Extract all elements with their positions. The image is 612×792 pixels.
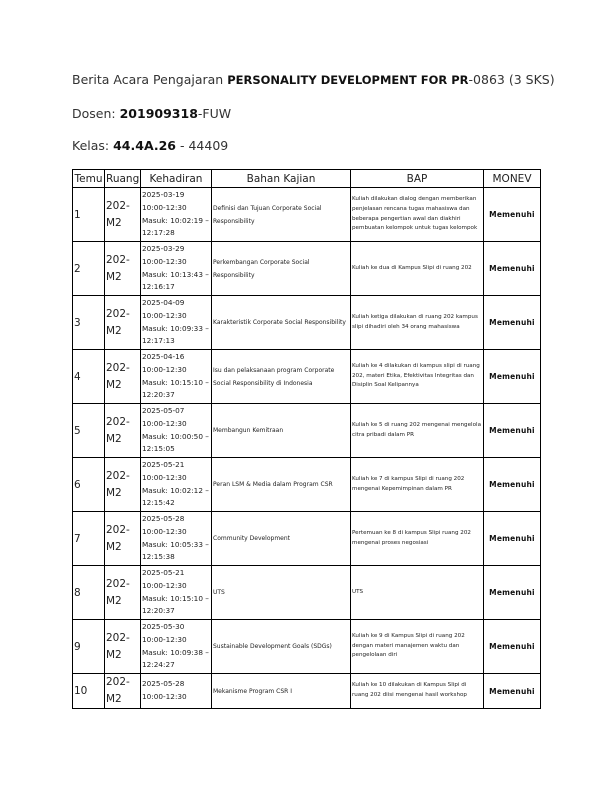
cell-bahan-kajian: Community Development <box>212 512 351 566</box>
col-header-monev: MONEV <box>484 170 541 188</box>
monev-status: Memenuhi <box>489 372 535 381</box>
cell-kehadiran <box>141 242 212 296</box>
dosen-label: Dosen: <box>72 106 116 121</box>
cell-monev <box>484 242 541 296</box>
cell-ruang: 202-M2 <box>105 188 141 242</box>
cell-bahan-kajian: Peran LSM & Media dalam Program CSR <box>212 458 351 512</box>
hadir-masuk: Masuk: 10:00:50 – <box>142 431 209 441</box>
table-row <box>73 458 541 512</box>
cell-monev <box>484 350 541 404</box>
dosen-suffix: -FUW <box>197 106 232 121</box>
cell-bahan-kajian: Sustainable Development Goals (SDGs) <box>212 620 351 674</box>
cell-temu: 5 <box>73 404 105 458</box>
cell-monev <box>484 512 541 566</box>
hadir-tanggal: 2025-03-19 <box>142 190 185 200</box>
hadir-jam: 10:00-12:30 <box>142 580 187 590</box>
course-suffix: -0863 (3 SKS) <box>468 72 555 87</box>
dosen-id: 201909318 <box>119 106 198 121</box>
cell-kehadiran <box>141 674 212 709</box>
table-row <box>73 404 541 458</box>
cell-temu: 8 <box>73 566 105 620</box>
cell-bahan-kajian: UTS <box>212 566 351 620</box>
hadir-keluar: 12:15:05 <box>142 444 175 454</box>
cell-bahan-kajian: Isu dan pelaksanaan program Corporate Social Responsibility di Indonesia <box>212 350 351 404</box>
hadir-tanggal: 2025-05-28 <box>142 514 185 524</box>
table-row <box>73 674 541 709</box>
table-header-row <box>73 170 541 188</box>
cell-temu: 3 <box>73 296 105 350</box>
monev-status: Memenuhi <box>489 480 535 489</box>
hadir-tanggal: 2025-05-21 <box>142 568 185 578</box>
hadir-masuk: Masuk: 10:02:19 – <box>142 215 209 225</box>
cell-ruang: 202-M2 <box>105 404 141 458</box>
cell-ruang: 202-M2 <box>105 458 141 512</box>
table-row <box>73 242 541 296</box>
hadir-jam: 10:00-12:30 <box>142 526 187 536</box>
monev-status: Memenuhi <box>489 534 535 543</box>
cell-ruang: 202-M2 <box>105 242 141 296</box>
cell-bap: Kuliah ke 7 di kampus Slipi di ruang 202 mengenai Kepemimpinan dalam PR <box>351 458 484 512</box>
monev-status: Memenuhi <box>489 210 535 219</box>
cell-monev <box>484 674 541 709</box>
cell-bahan-kajian: Definisi dan Tujuan Corporate Social Responsibility <box>212 188 351 242</box>
cell-bap: Kuliah ke dua di Kampus Slipi di ruang 202 <box>351 242 484 296</box>
cell-bap: Kuliah dilakukan dialog dengan memberikan penjelasan rencana tugas mahasiswa dan beberapa pengertian awal dan diakhiri pembuatan kelompok untuk tugas kelompok <box>351 188 484 242</box>
course-name: PERSONALITY DEVELOPMENT FOR PR <box>227 73 469 87</box>
hadir-keluar: 12:20:37 <box>142 390 175 400</box>
hadir-keluar: 12:24:27 <box>142 660 175 670</box>
cell-kehadiran <box>141 188 212 242</box>
hadir-masuk: Masuk: 10:09:33 – <box>142 323 209 333</box>
cell-monev <box>484 458 541 512</box>
hadir-keluar: 12:16:17 <box>142 282 175 292</box>
table-row <box>73 188 541 242</box>
report-title <box>72 72 555 87</box>
class-line <box>72 138 228 153</box>
hadir-jam: 10:00-12:30 <box>142 256 187 266</box>
table-row <box>73 620 541 674</box>
cell-bap: Kuliah ke 10 dilakukan di Kampus Slipi di ruang 202 diisi mengenai hasil workshop <box>351 674 484 709</box>
cell-bahan-kajian: Karakteristik Corporate Social Responsibility <box>212 296 351 350</box>
cell-monev <box>484 188 541 242</box>
cell-bap: Pertemuan ke 8 di kampus Slipi ruang 202 mengenai proses negosiasi <box>351 512 484 566</box>
hadir-jam: 10:00-12:30 <box>142 364 187 374</box>
cell-bap: Kuliah ke 9 di Kampus Slipi di ruang 202 dengan materi manajemen waktu dan pengelolaan diri <box>351 620 484 674</box>
cell-temu: 4 <box>73 350 105 404</box>
hadir-tanggal: 2025-04-16 <box>142 352 185 362</box>
hadir-masuk: Masuk: 10:13:43 – <box>142 269 209 279</box>
col-header-bap: BAP <box>351 170 484 188</box>
cell-ruang: 202-M2 <box>105 350 141 404</box>
cell-bap: UTS <box>351 566 484 620</box>
monev-status: Memenuhi <box>489 686 535 696</box>
col-header-ruang: Ruang <box>105 170 141 188</box>
table-row <box>73 350 541 404</box>
cell-bahan-kajian: Mekanisme Program CSR I <box>212 674 351 709</box>
cell-kehadiran <box>141 458 212 512</box>
cell-temu: 2 <box>73 242 105 296</box>
monev-status: Memenuhi <box>489 318 535 327</box>
cell-kehadiran <box>141 296 212 350</box>
hadir-tanggal: 2025-05-28 <box>142 679 185 689</box>
cell-kehadiran <box>141 350 212 404</box>
hadir-jam: 10:00-12:30 <box>142 692 187 701</box>
hadir-keluar: 12:17:13 <box>142 336 175 346</box>
hadir-masuk: Masuk: 10:15:10 – <box>142 377 209 387</box>
hadir-tanggal: 2025-05-07 <box>142 406 185 416</box>
attendance-table <box>72 169 541 709</box>
hadir-masuk: Masuk: 10:02:12 – <box>142 485 209 495</box>
hadir-keluar: 12:17:28 <box>142 228 175 238</box>
cell-ruang: 202-M2 <box>105 566 141 620</box>
col-header-temu: Temu <box>73 170 105 188</box>
cell-temu: 7 <box>73 512 105 566</box>
cell-monev <box>484 404 541 458</box>
hadir-tanggal: 2025-05-21 <box>142 460 185 470</box>
cell-kehadiran <box>141 620 212 674</box>
monev-status: Memenuhi <box>489 264 535 273</box>
col-header-bahan-kajian: Bahan Kajian <box>212 170 351 188</box>
cell-ruang: 202-M2 <box>105 512 141 566</box>
cell-temu: 9 <box>73 620 105 674</box>
hadir-keluar: 12:15:42 <box>142 498 175 508</box>
table-row <box>73 512 541 566</box>
table-row <box>73 566 541 620</box>
cell-temu: 10 <box>73 674 105 709</box>
cell-kehadiran <box>141 566 212 620</box>
monev-status: Memenuhi <box>489 426 535 435</box>
hadir-masuk: Masuk: 10:15:10 – <box>142 593 209 603</box>
cell-bap: Kuliah ketiga dilakukan di ruang 202 kampus slipi dihadiri oleh 34 orang mahasiswa <box>351 296 484 350</box>
lecturer-line <box>72 106 231 121</box>
monev-status: Memenuhi <box>489 642 535 651</box>
hadir-tanggal: 2025-04-09 <box>142 298 185 308</box>
cell-monev <box>484 296 541 350</box>
hadir-jam: 10:00-12:30 <box>142 202 187 212</box>
cell-monev <box>484 566 541 620</box>
cell-temu: 6 <box>73 458 105 512</box>
hadir-keluar: 12:15:38 <box>142 552 175 562</box>
kelas-suffix: - 44409 <box>179 138 229 153</box>
cell-bahan-kajian: Perkembangan Corporate Social Responsibility <box>212 242 351 296</box>
hadir-jam: 10:00-12:30 <box>142 418 187 428</box>
title-prefix: Berita Acara Pengajaran <box>72 72 224 87</box>
hadir-masuk: Masuk: 10:09:38 – <box>142 647 209 657</box>
monev-status: Memenuhi <box>489 588 535 597</box>
hadir-tanggal: 2025-03-29 <box>142 244 185 254</box>
cell-ruang: 202-M2 <box>105 296 141 350</box>
kelas-label: Kelas: <box>72 138 110 153</box>
cell-kehadiran <box>141 512 212 566</box>
cell-bap: Kuliah ke 4 dilakukan di kampus slipi di ruang 202, materi Etika, Efektivitas Integritas dan Disiplin Soal Kelipannya <box>351 350 484 404</box>
hadir-masuk: Masuk: 10:05:33 – <box>142 539 209 549</box>
kelas-code: 44.4A.26 <box>113 138 176 153</box>
cell-kehadiran <box>141 404 212 458</box>
cell-bap: Kuliah ke 5 di ruang 202 mengenai mengelola citra pribadi dalam PR <box>351 404 484 458</box>
cell-bahan-kajian: Membangun Kemitraan <box>212 404 351 458</box>
hadir-jam: 10:00-12:30 <box>142 472 187 482</box>
cell-ruang: 202-M2 <box>105 674 141 709</box>
hadir-jam: 10:00-12:30 <box>142 634 187 644</box>
cell-temu: 1 <box>73 188 105 242</box>
hadir-tanggal: 2025-05-30 <box>142 622 185 632</box>
hadir-jam: 10:00-12:30 <box>142 310 187 320</box>
cell-monev <box>484 620 541 674</box>
table-row <box>73 296 541 350</box>
cell-ruang: 202-M2 <box>105 620 141 674</box>
col-header-kehadiran: Kehadiran <box>141 170 212 188</box>
hadir-keluar: 12:20:37 <box>142 606 175 616</box>
